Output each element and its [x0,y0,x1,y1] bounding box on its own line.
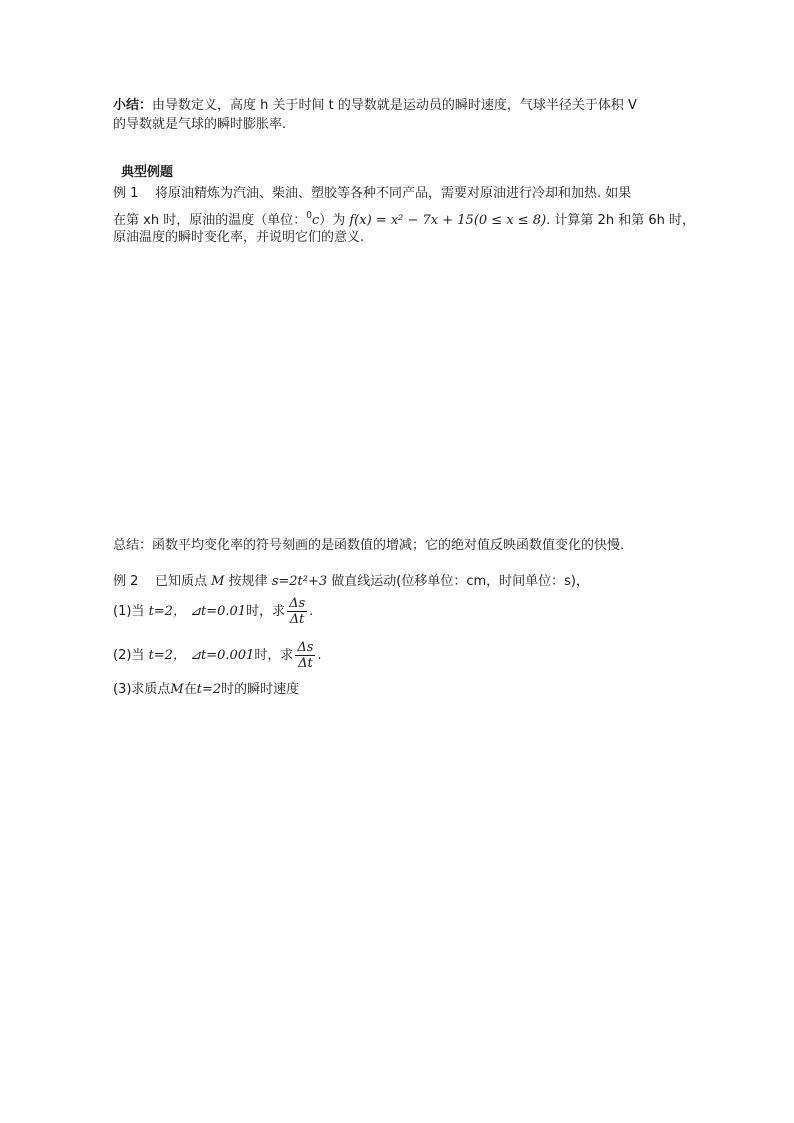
example1-text-3: 原油温度的瞬时变化率，并说明它们的意义. [113,230,365,245]
example2-question-2 [113,638,322,674]
unit-degree-superscript: 0 [306,211,312,221]
q1-fraction [287,596,307,627]
q2-t-value: t=2， [148,648,186,663]
example1-line-3 [113,228,364,248]
example1-text-1: 将原油精炼为汽油、柴油、塑胶等各种不同产品，需要对原油进行冷却和加热. 如果 [154,186,632,201]
motion-law: s=2t²+3 [271,574,328,589]
q2-prefix: (2)当 [113,648,145,663]
q3-point-m: M [170,682,184,697]
q1-fraction-denominator: Δt [289,612,305,627]
q2-ask: 时，求 [254,648,294,663]
q2-delta-t: ⊿t=0.001 [190,648,255,663]
q2-fraction-numerator: Δs [297,640,314,655]
example2-text-c: 做直线运动(位移单位：cm，时间单位：s)， [331,574,590,589]
q1-t-value: t=2， [148,604,186,619]
example1-text-2c: . 计算第 2h 和第 6h 时， [546,213,695,228]
temperature-formula: f(x) = x² − 7x + 15(0 ≤ x ≤ 8) [349,213,547,228]
q2-period: . [317,648,322,663]
unit-c: c [311,213,320,228]
q2-fraction [295,640,315,671]
point-m: M [211,574,225,589]
q1-fraction-numerator: Δs [289,596,306,611]
example2-question-1 [113,594,313,630]
q3-prefix: (3)求质点 [113,682,171,697]
example2-text-b: 按规律 [228,574,268,589]
summary-line-1 [113,96,637,116]
q2-fraction-denominator: Δt [298,656,313,671]
q3-ask: 时的瞬时速度 [221,682,300,697]
q3-at: 在 [183,682,197,697]
q1-period: . [309,604,314,619]
section-title: 典型例题 [121,165,174,180]
example1-text-2a: 在第 xh 时，原油的温度（单位： [113,213,307,228]
example1-text-2b: ）为 [319,213,346,228]
example2-intro [113,572,589,592]
q1-delta-t: ⊿t=0.01 [190,604,247,619]
summary2-line: 总结：函数平均变化率的符号刻画的是函数值的增减；它的绝对值反映函数值变化的快慢. [113,538,625,553]
example2-label: 例 2 [113,574,139,589]
example1-line-1 [113,184,631,204]
summary-line-2 [113,115,286,135]
summary-label: 小结： [113,98,153,113]
example1-label: 例 1 [113,186,139,201]
example2-question-3 [113,680,299,700]
summary-text-1: 由导数定义，高度 h 关于时间 t 的导数就是运动员的瞬时速度，气球半径关于体积 V [152,98,637,113]
q1-ask: 时，求 [246,604,286,619]
summary-text-2: 的导数就是气球的瞬时膨胀率. [113,117,287,132]
q1-prefix: (1)当 [113,604,145,619]
example2-text-a: 已知质点 [154,574,207,589]
q3-t-value: t=2 [196,682,222,697]
